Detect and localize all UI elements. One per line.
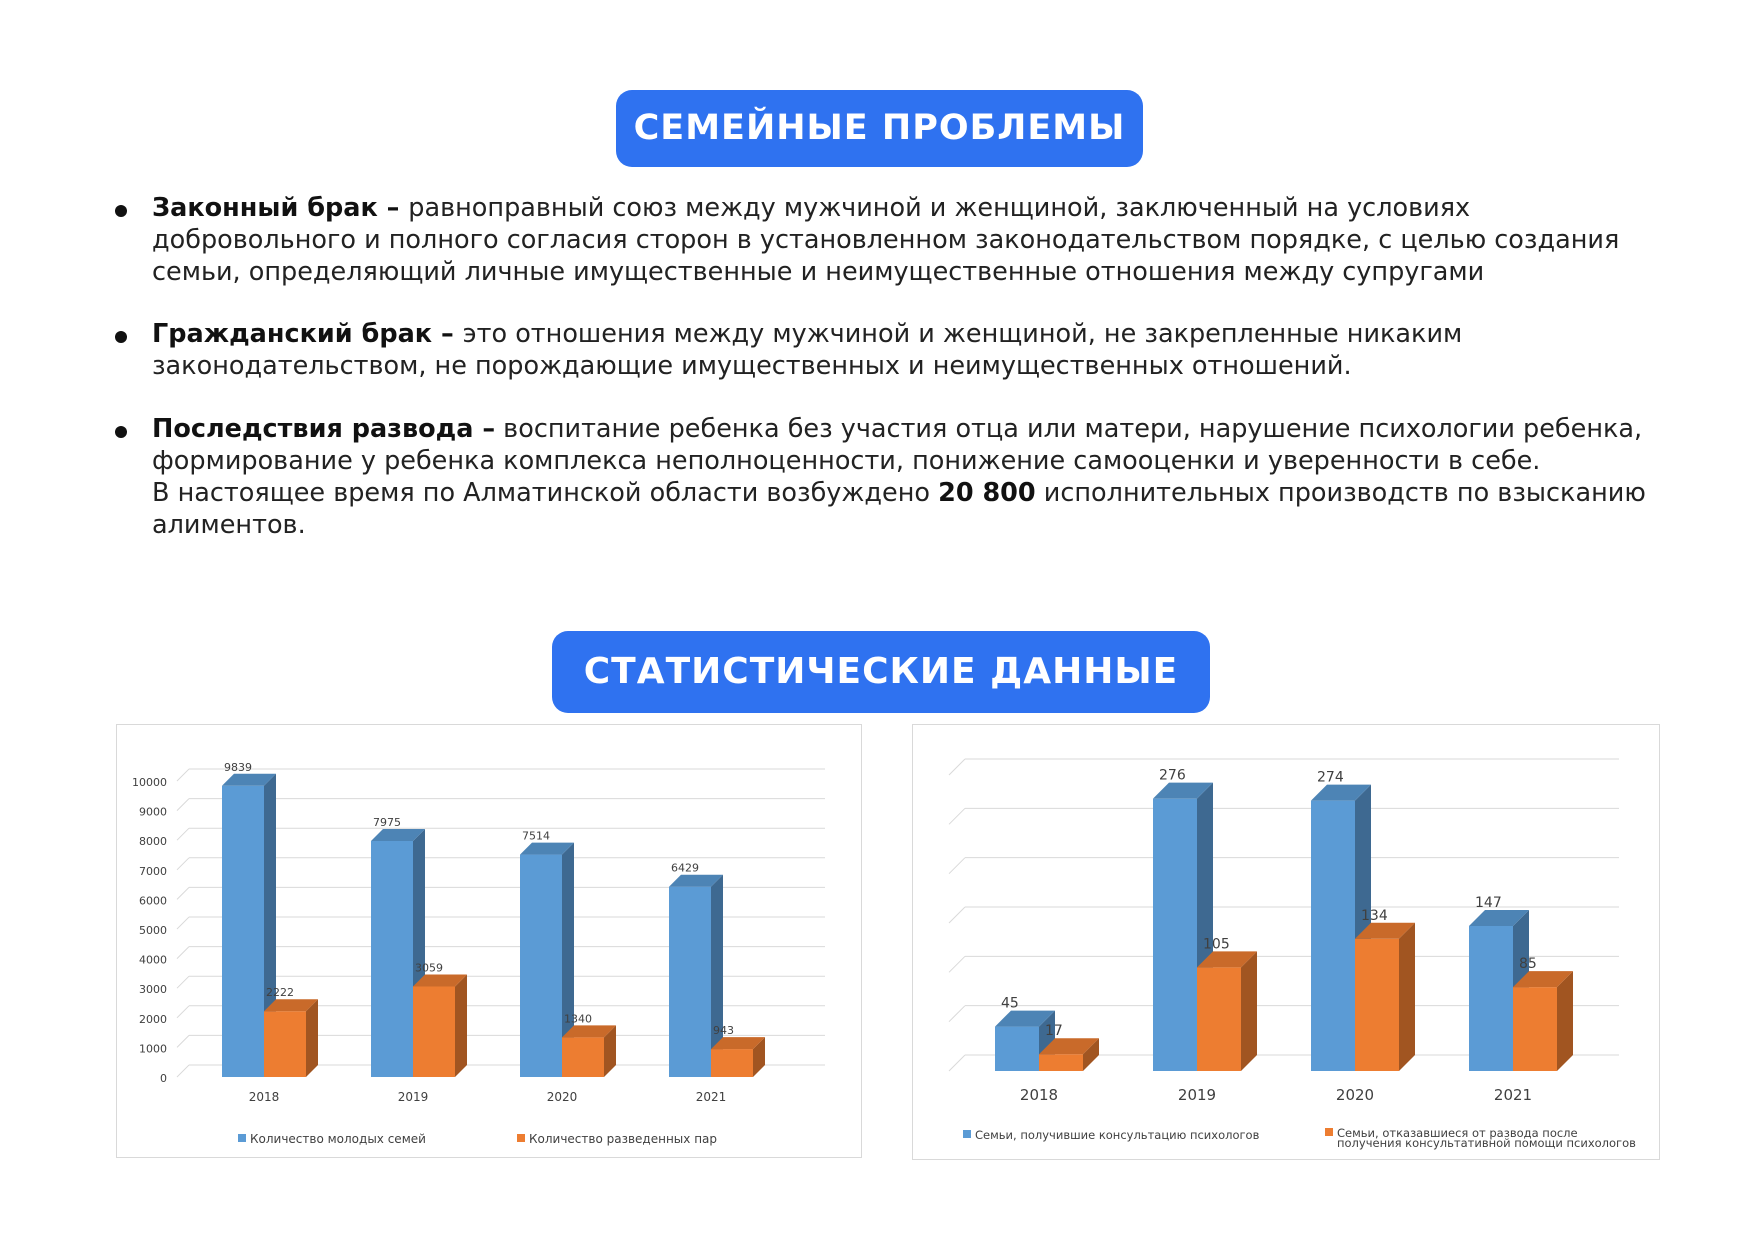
data-label: 274 xyxy=(1317,769,1344,786)
term-dash: – xyxy=(377,193,409,223)
data-label: 3059 xyxy=(415,961,443,975)
category-label: 2020 xyxy=(1335,1086,1375,1104)
data-label: 6429 xyxy=(671,861,699,875)
data-label: 7514 xyxy=(522,829,550,843)
bar-orange-side xyxy=(1557,971,1573,1071)
term-dash: – xyxy=(432,319,463,349)
bar-orange xyxy=(413,974,467,1077)
data-label: 1340 xyxy=(564,1012,592,1026)
legend-swatch-orange xyxy=(517,1134,525,1142)
gridline-stub xyxy=(949,956,965,972)
data-label: 9839 xyxy=(224,760,252,774)
y-tick-label: 7000 xyxy=(139,864,167,878)
bar-blue-front xyxy=(520,855,562,1077)
legend-label xyxy=(1337,1126,1636,1150)
data-label: 134 xyxy=(1361,907,1388,924)
data-label: 7975 xyxy=(373,815,401,829)
bar-orange-front xyxy=(1355,939,1399,1071)
legend-label: Количество разведенных пар xyxy=(529,1132,718,1146)
bullet-icon xyxy=(115,205,127,217)
legend-swatch-blue xyxy=(963,1130,971,1138)
bar-blue-front xyxy=(995,1027,1039,1071)
bar-orange xyxy=(264,999,318,1077)
definition-civil-marriage: это отношения между мужчиной и женщиной, не закрепленные никаким законодательством, не порождающие имущественных и неимущественных отношений. xyxy=(152,319,1463,381)
gridline-stub xyxy=(177,976,189,988)
definition-divorce-consequences: воспитание ребенка без участия отца или матери, нарушение психологии ребенка, формирование у ребенка комплекса неполноценности, понижение самооценки и уверенности в себе. xyxy=(152,414,1643,476)
category-label: 2019 xyxy=(1177,1086,1217,1104)
bar-orange-side xyxy=(306,999,318,1077)
bar-orange xyxy=(711,1037,765,1077)
bar-orange xyxy=(1355,923,1415,1071)
term-divorce-consequences: Последствия развода xyxy=(152,414,474,444)
data-label: 943 xyxy=(713,1024,734,1038)
gridline-stub xyxy=(949,1006,965,1022)
data-label: 85 xyxy=(1519,956,1537,973)
category-label: 2021 xyxy=(695,1090,727,1104)
bullet-icon xyxy=(115,331,127,343)
bar-blue-front xyxy=(1153,799,1197,1071)
category-label: 2020 xyxy=(546,1090,578,1104)
definitions-list xyxy=(108,192,1668,541)
bar-orange-front xyxy=(1197,967,1241,1071)
gridline-stub xyxy=(177,887,189,899)
category-label: 2018 xyxy=(1019,1086,1059,1104)
y-tick-label: 10000 xyxy=(132,776,167,789)
y-tick-label: 6000 xyxy=(139,894,167,908)
bar-blue-front xyxy=(1311,801,1355,1071)
term-legal-marriage: Законный брак xyxy=(152,193,378,223)
y-tick-label: 5000 xyxy=(139,924,167,937)
page-title: СЕМЕЙНЫЕ ПРОБЛЕМЫ xyxy=(616,90,1143,167)
gridline-stub xyxy=(177,1006,189,1018)
bar-orange-front xyxy=(711,1049,753,1077)
data-label: 105 xyxy=(1203,936,1230,953)
legend-swatch-blue xyxy=(238,1134,246,1142)
y-tick-label: 8000 xyxy=(139,835,167,849)
alimony-count: 20 800 xyxy=(938,478,1036,508)
term-dash: – xyxy=(473,414,496,444)
bar-orange xyxy=(562,1025,616,1077)
alimony-note-after: исполнительных производств по взысканию алиментов. xyxy=(152,478,1646,540)
stats-title: СТАТИСТИЧЕСКИЕ ДАННЫЕ xyxy=(552,631,1210,713)
bar-orange-side xyxy=(1241,951,1257,1071)
y-tick-label: 4000 xyxy=(139,953,167,967)
psychologist-consultations-chart xyxy=(912,724,1660,1160)
gridline-stub xyxy=(177,917,189,929)
bar-blue-front xyxy=(669,887,711,1077)
data-label: 45 xyxy=(1001,995,1019,1012)
bar-orange xyxy=(1513,971,1573,1071)
bar-blue-front xyxy=(222,786,264,1077)
bar-blue-front xyxy=(371,841,413,1077)
y-tick-label: 1000 xyxy=(139,1042,167,1056)
bar-orange-front xyxy=(264,1011,306,1077)
chart-left-svg xyxy=(117,725,863,1159)
legend-label: Количество молодых семей xyxy=(250,1132,426,1146)
bar-orange xyxy=(1197,951,1257,1071)
category-label: 2021 xyxy=(1493,1086,1533,1104)
list-item-civil-marriage xyxy=(108,318,1668,382)
list-item-divorce-consequences xyxy=(108,413,1668,541)
bar-orange-front xyxy=(413,986,455,1077)
bullet-icon xyxy=(115,426,127,438)
y-tick-label: 9000 xyxy=(139,805,167,819)
chart-right-svg xyxy=(913,725,1661,1161)
y-tick-label: 3000 xyxy=(139,983,167,997)
gridline-stub xyxy=(177,858,189,870)
data-label: 17 xyxy=(1045,1023,1063,1040)
legend-label: Семьи, получившие консультацию психологов xyxy=(975,1128,1260,1142)
gridline-stub xyxy=(949,759,965,775)
bar-orange-side xyxy=(455,974,467,1077)
category-label: 2018 xyxy=(248,1090,280,1104)
definition-legal-marriage: равноправный союз между мужчиной и женщиной, заключенный на условиях добровольного и полного согласия сторон в установленном законодательством порядке, с целью создания семьи, определяющий личные имущественные и неимущественные отношения между супругами xyxy=(152,193,1620,287)
gridline-stub xyxy=(949,907,965,923)
category-label: 2019 xyxy=(397,1090,429,1104)
gridline-stub xyxy=(177,828,189,840)
gridline-stub xyxy=(177,799,189,811)
bar-orange-side xyxy=(1399,923,1415,1071)
bar-orange-front xyxy=(1039,1054,1083,1071)
term-civil-marriage: Гражданский брак xyxy=(152,319,433,349)
gridline-stub xyxy=(949,808,965,824)
y-tick-label: 2000 xyxy=(139,1012,167,1026)
bar-orange-front xyxy=(562,1037,604,1077)
young-families-divorces-chart xyxy=(116,724,862,1158)
legend-label-line: Семьи, отказавшиеся от развода после xyxy=(1337,1126,1582,1140)
data-label: 276 xyxy=(1159,767,1186,784)
gridline-stub xyxy=(949,858,965,874)
list-item-legal-marriage xyxy=(108,192,1668,288)
y-tick-label: 0 xyxy=(160,1072,167,1085)
bar-blue-front xyxy=(1469,926,1513,1071)
legend-label-line: получения консультативной помощи психологов xyxy=(1337,1136,1636,1150)
gridline-stub xyxy=(177,947,189,959)
data-label: 147 xyxy=(1475,894,1502,911)
gridline-stub xyxy=(177,1065,189,1077)
legend-swatch-orange xyxy=(1325,1128,1333,1136)
bar-orange-front xyxy=(1513,987,1557,1071)
gridline-stub xyxy=(177,769,189,781)
alimony-note-before: В настоящее время по Алматинской области возбуждено xyxy=(152,478,939,508)
data-label: 2222 xyxy=(266,986,294,1000)
gridline-stub xyxy=(949,1055,965,1071)
gridline-stub xyxy=(177,1035,189,1047)
